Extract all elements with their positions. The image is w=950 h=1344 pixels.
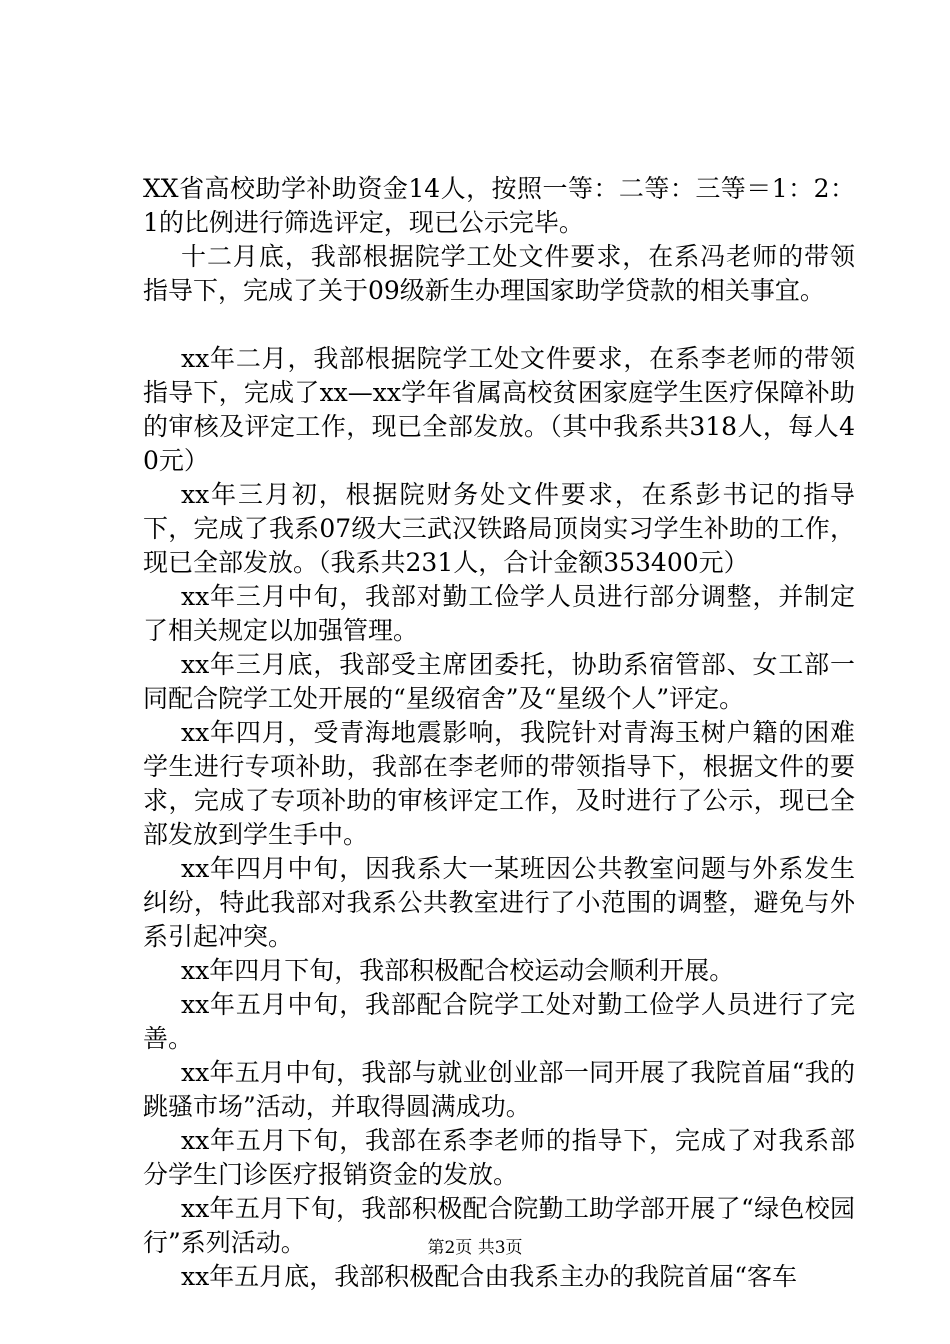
paragraph: xx年五月底，我部积极配合由我系主办的我院首届“客车: [181, 1262, 797, 1291]
paragraph: xx年五月中旬，我部配合院学工处对勤工俭学人员进行了完善。: [143, 990, 855, 1053]
paragraph: xx年五月中旬，我部与就业创业部一同开展了我院首届“我的跳骚市场”活动，并取得圆满成功。: [143, 1058, 855, 1121]
paragraph: xx年三月中旬，我部对勤工俭学人员进行部分调整，并制定了相关规定以加强管理。: [143, 582, 855, 645]
paragraph: xx年四月下旬，我部积极配合校运动会顺利开展。: [181, 956, 735, 985]
paragraph: xx年二月，我部根据院学工处文件要求，在系李老师的带领指导下，完成了xx—xx学年省属高校贫困家庭学生医疗保障补助的审核及评定工作，现已全部发放。（其中我系共318人，每人40元）: [143, 344, 855, 475]
document-body: [143, 172, 855, 1294]
paragraph: xx年三月初，根据院财务处文件要求，在系彭书记的指导下，完成了我系07级大三武汉铁路局顶岗实习学生补助的工作，现已全部发放。（我系共231人，合计金额353400元）: [143, 480, 855, 577]
paragraph: xx年三月底，我部受主席团委托，协助系宿管部、女工部一同配合院学工处开展的“星级宿舍”及“星级个人”评定。: [143, 650, 855, 713]
paragraph: xx年四月中旬，因我系大一某班因公共教室问题与外系发生纠纷，特此我部对我系公共教室进行了小范围的调整，避免与外系引起冲突。: [143, 854, 855, 951]
paragraph-continued: XX省高校助学补助资金14人，按照一等：二等：三等＝1：2：1的比例进行筛选评定，现已公示完毕。: [143, 174, 855, 237]
paragraph: xx年五月下旬，我部在系李老师的指导下，完成了对我系部分学生门诊医疗报销资金的发放。: [143, 1126, 855, 1189]
paragraph: xx年四月，受青海地震影响，我院针对青海玉树户籍的困难学生进行专项补助，我部在李老师的带领指导下，根据文件的要求，完成了专项补助的审核评定工作，及时进行了公示，现已全部发放到学生手中。: [143, 718, 855, 849]
paragraph: xx年五月下旬，我部积极配合院勤工助学部开展了“绿色校园行”系列活动。: [143, 1194, 855, 1257]
paragraph: 十二月底，我部根据院学工处文件要求，在系冯老师的带领指导下，完成了关于09级新生办理国家助学贷款的相关事宜。: [143, 242, 855, 305]
page-number-footer: 第2页 共3页: [427, 1238, 523, 1258]
